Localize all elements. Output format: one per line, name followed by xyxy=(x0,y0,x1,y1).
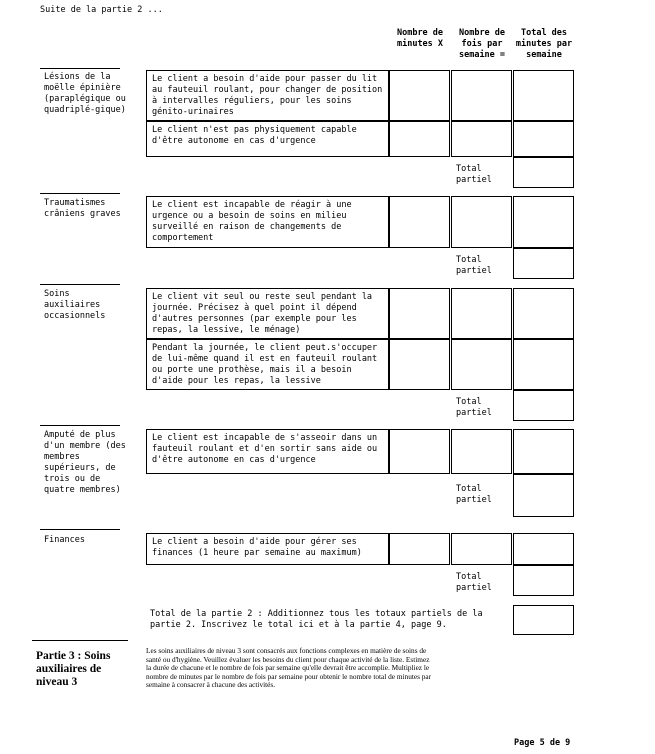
item-description: Le client n'est pas physiquement capable d'être autonome en cas d'urgence xyxy=(146,121,389,157)
section-label-head-trauma: Traumatismes crâniens graves xyxy=(44,198,121,219)
total-part2-field[interactable] xyxy=(513,605,574,635)
section-rule xyxy=(40,425,120,426)
total-field[interactable] xyxy=(513,121,574,157)
subtotal-label: Total partiel xyxy=(456,572,492,593)
page-number: Page 5 de 9 xyxy=(514,738,571,748)
item-description: Le client a besoin d'aide pour gérer ses finances (1 heure par semaine au maximum) xyxy=(146,533,389,565)
subtotal-label: Total partiel xyxy=(456,484,492,505)
times-field[interactable] xyxy=(451,288,512,339)
subtotal-field[interactable] xyxy=(513,157,574,188)
minutes-field[interactable] xyxy=(389,70,450,121)
subtotal-label: Total partiel xyxy=(456,255,492,276)
item-description: Le client a besoin d'aide pour passer du lit au fauteuil roulant, pour changer de position à intervalles réguliers, pour les soins génito-urinaires xyxy=(146,70,389,121)
section-rule xyxy=(40,193,120,194)
section-label-finances: Finances xyxy=(44,535,85,545)
part3-title: Partie 3 : Soins auxiliaires de niveau 3 xyxy=(36,650,111,688)
section-label-amputee: Amputé de plus d'un membre (des membres supérieurs, de trois ou de quatre membres) xyxy=(44,430,126,495)
times-field[interactable] xyxy=(451,70,512,121)
subtotal-field[interactable] xyxy=(513,474,574,517)
minutes-field[interactable] xyxy=(389,196,450,248)
times-field[interactable] xyxy=(451,533,512,565)
section-rule xyxy=(40,284,120,285)
subtotal-field[interactable] xyxy=(513,248,574,279)
item-description: Le client est incapable de réagir à une urgence ou a besoin de soins en milieu surveillé en raison de changements de comportement xyxy=(146,196,389,248)
subtotal-field[interactable] xyxy=(513,390,574,421)
section-rule xyxy=(32,640,128,641)
section-label-spinal: Lésions de la moëlle épinière (paraplégique ou quadriplé-gique) xyxy=(44,72,126,115)
times-field[interactable] xyxy=(451,429,512,474)
section-rule xyxy=(40,529,120,530)
minutes-field[interactable] xyxy=(389,288,450,339)
minutes-field[interactable] xyxy=(389,533,450,565)
times-field[interactable] xyxy=(451,196,512,248)
section-rule xyxy=(40,68,120,69)
item-description: Le client est incapable de s'asseoir dans un fauteuil roulant et d'en sortir sans aide ou d'être autonome en cas d'urgence xyxy=(146,429,389,474)
total-field[interactable] xyxy=(513,288,574,339)
times-field[interactable] xyxy=(451,121,512,157)
total-field[interactable] xyxy=(513,429,574,474)
total-part2-instructions: Total de la partie 2 : Additionnez tous les totaux partiels de la partie 2. Inscrivez le total ici et à la partie 4, page 9. xyxy=(150,609,483,630)
subtotal-label: Total partiel xyxy=(456,164,492,185)
minutes-field[interactable] xyxy=(389,429,450,474)
total-field[interactable] xyxy=(513,339,574,390)
header-total-minutes: Total des minutes par semaine xyxy=(515,28,573,60)
minutes-field[interactable] xyxy=(389,339,450,390)
total-field[interactable] xyxy=(513,196,574,248)
continued-label: Suite de la partie 2 ... xyxy=(40,5,163,15)
total-field[interactable] xyxy=(513,533,574,565)
total-field[interactable] xyxy=(513,70,574,121)
subtotal-label: Total partiel xyxy=(456,397,492,418)
item-description: Pendant la journée, le client peut.s'occuper de lui-même quand il est en fauteuil roulant ou porte une prothèse, mais il a besoin d'aide pour les repas, la lessive xyxy=(146,339,389,390)
item-description: Le client vit seul ou reste seul pendant la journée. Précisez à quel point il dépend d'autres personnes (par exemple pour les repas, la lessive, le ménage) xyxy=(146,288,389,339)
header-times-per-week: Nombre de fois par semaine = xyxy=(458,28,506,60)
times-field[interactable] xyxy=(451,339,512,390)
minutes-field[interactable] xyxy=(389,121,450,157)
part3-body: Les soins auxiliaires de niveau 3 sont consacrés aux fonctions complexes en matière de soins de santé ou d'hygiène. Veuillez évaluer les besoins du client pour chaque activité de la liste. Estimez la durée de chacune et le nombre de fois par semaine qu'elle devrait être accomplie. Multipliez le nombre de minutes par le nombre de fois par semaine pour obtenir le nombre total de minutes par semaine à consacrer à chacune des activités. xyxy=(146,646,432,690)
subtotal-field[interactable] xyxy=(513,565,574,596)
header-minutes: Nombre de minutes X xyxy=(396,28,444,49)
section-label-occasional: Soins auxiliaires occasionnels xyxy=(44,289,106,321)
